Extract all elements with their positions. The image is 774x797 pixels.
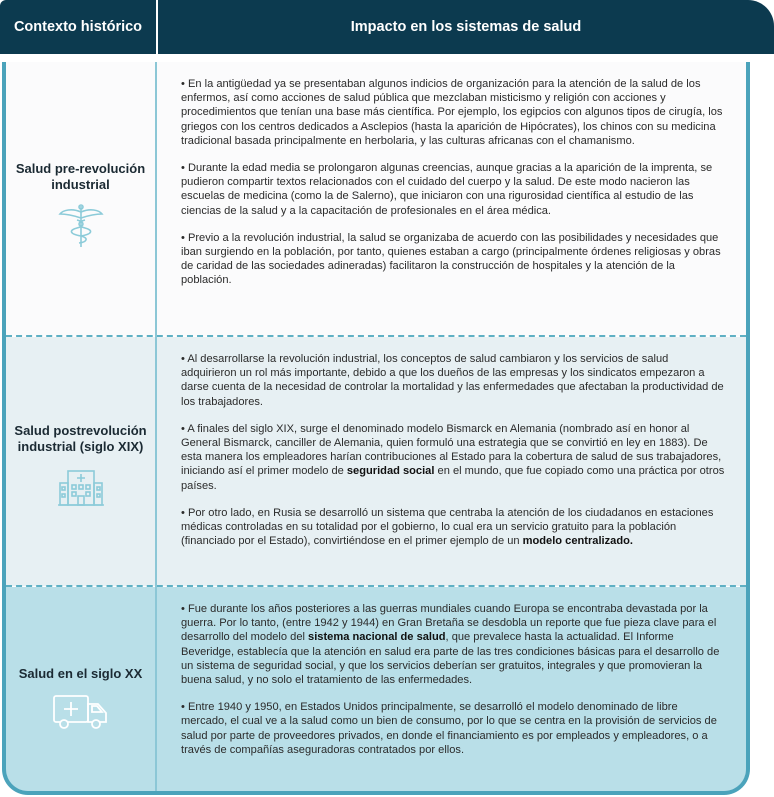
impact-paragraph	[181, 352, 726, 409]
category-title: Salud postrevolución industrial (siglo XIX)	[14, 423, 147, 454]
text-segment: • En la antigüedad ya se presentaban algunos indicios de organización para la atención de la salud de los enfermos, así como acciones de salud pública que mezclaban misticismo y religión con acciones y procedimientos que tenían una base más científica. Por ejemplo, los egipcios con algunos tipos de cirugía, los griegos con los centros dedicados a Asclepios (hasta la aparición de Hipócrates), los chinos con su medicina tradicional basada principalmente en herbolaria, y las culturas africanas con el chamanismo.	[181, 78, 723, 147]
text-segment: • Por otro lado, en Rusia se desarrolló un sistema que centraba la atención de los ciudadanos en estaciones médicas controladas en su totalidad por el gobierno, lo cual era un servicio gratuito para la población (financiado por el Estado), convirtiéndose en el primer ejemplo de un	[181, 506, 714, 548]
hospital-building-icon	[58, 465, 104, 507]
impact-paragraph	[181, 231, 726, 288]
frame-cap-right	[746, 62, 750, 68]
text-segment: en el mundo, que fue copiado como una práctica por otros países.	[181, 465, 725, 492]
caduceus-icon	[57, 203, 105, 249]
category-post-industrial	[6, 423, 155, 507]
impact-paragraph	[181, 422, 726, 493]
ambulance-icon	[52, 692, 110, 732]
text-segment: , que prevalece hasta la actualidad. El Informe Beveridge, establecía que la atención en salud era parte de las tres condiciones básicas para el desarrollo de un sistema de seguridad social, y que los servicios deberían ser gratuitos, integrales y que promovieran la buena salud, y no solo el tratamiento de las enfermedades.	[181, 631, 720, 687]
frame-cap-left	[2, 62, 6, 68]
category-title: Salud pre-revolución industrial	[15, 161, 146, 192]
impact-paragraph	[181, 506, 726, 549]
text-segment: • Entre 1940 y 1950, en Estados Unidos principalmente, se desarrolló el modelo denominado de libre mercado, el cual ve a la salud como un bien de consumo, por lo que se centra en la provisión de servicios de salud por parte de proveedores privados, en donde el financiamiento es por empleados y empleadores, o a través de compañías aseguradoras contratados por ellos.	[181, 701, 717, 756]
impact-pre-industrial	[181, 77, 726, 301]
text-segment: • Durante la edad media se prolongaron algunas creencias, aunque gracias a la aparición de la imprenta, se pudieron compartir textos relacionados con el cuidado del cuerpo y la salud. De este modo nacieron las escuelas de medicina (como la de Salerno), que iniciaron con una rigurosidad científica al estudio de las ciencias de la salud y a la capacitación de profesionales en el área médica.	[181, 162, 713, 217]
bold-term: modelo centralizado.	[522, 535, 633, 548]
impact-paragraph	[181, 161, 726, 218]
impact-paragraph	[181, 602, 726, 687]
bold-term: seguridad social	[346, 465, 435, 478]
text-segment: • Previo a la revolución industrial, la salud se organizaba de acuerdo con las posibilidades y necesidades que iban surgiendo en la población, por tanto, quienes estaban a cargo (principalmente órdenes religiosas y obras de caridad de las sociedades adineradas) facilitaron la construcción de hospitales y la atención de la población.	[181, 231, 721, 287]
bold-term: sistema nacional de salud	[308, 631, 446, 644]
category-title: Salud en el siglo XX	[18, 666, 143, 681]
text-segment: • Al desarrollarse la revolución industrial, los conceptos de salud cambiaron y los servicios de salud adquirieron un rol más importante, debido a que los dueños de las empresas y los sindicatos empezaron a darse cuenta de la necesidad de controlar la mortalidad y las enfermedades que afectaban la productividad de los trabajadores.	[181, 353, 724, 408]
category-20th-century	[6, 666, 155, 732]
impact-post-industrial	[181, 352, 726, 561]
impact-20th-century	[181, 602, 726, 770]
category-pre-industrial	[6, 161, 155, 249]
impact-paragraph	[181, 77, 726, 148]
header-impact: Impacto en los sistemas de salud	[158, 0, 774, 54]
header-context: Contexto histórico	[0, 0, 156, 54]
text-segment: • Fue durante los años posteriores a las guerras mundiales cuando Europa se encontraba devastada por la guerra. Por lo tanto, (entre 1942 y 1944) en Gran Bretaña se desdobla un reporte que fue pieza clave para el desarrollo del modelo del	[181, 603, 717, 644]
text-segment: • A finales del siglo XIX, surge el denominado modelo Bismarck en Alemania (nombrado así en honor al General Bismarck, canciller de Alemania, quien formuló una estrategia que se convirtió en ley en 1883). De esta manera los empleadores harían contribuciones al Estado para la cobertura de salud de sus trabajadores, iniciando así el primer modelo de	[181, 422, 722, 478]
impact-paragraph	[181, 700, 726, 757]
